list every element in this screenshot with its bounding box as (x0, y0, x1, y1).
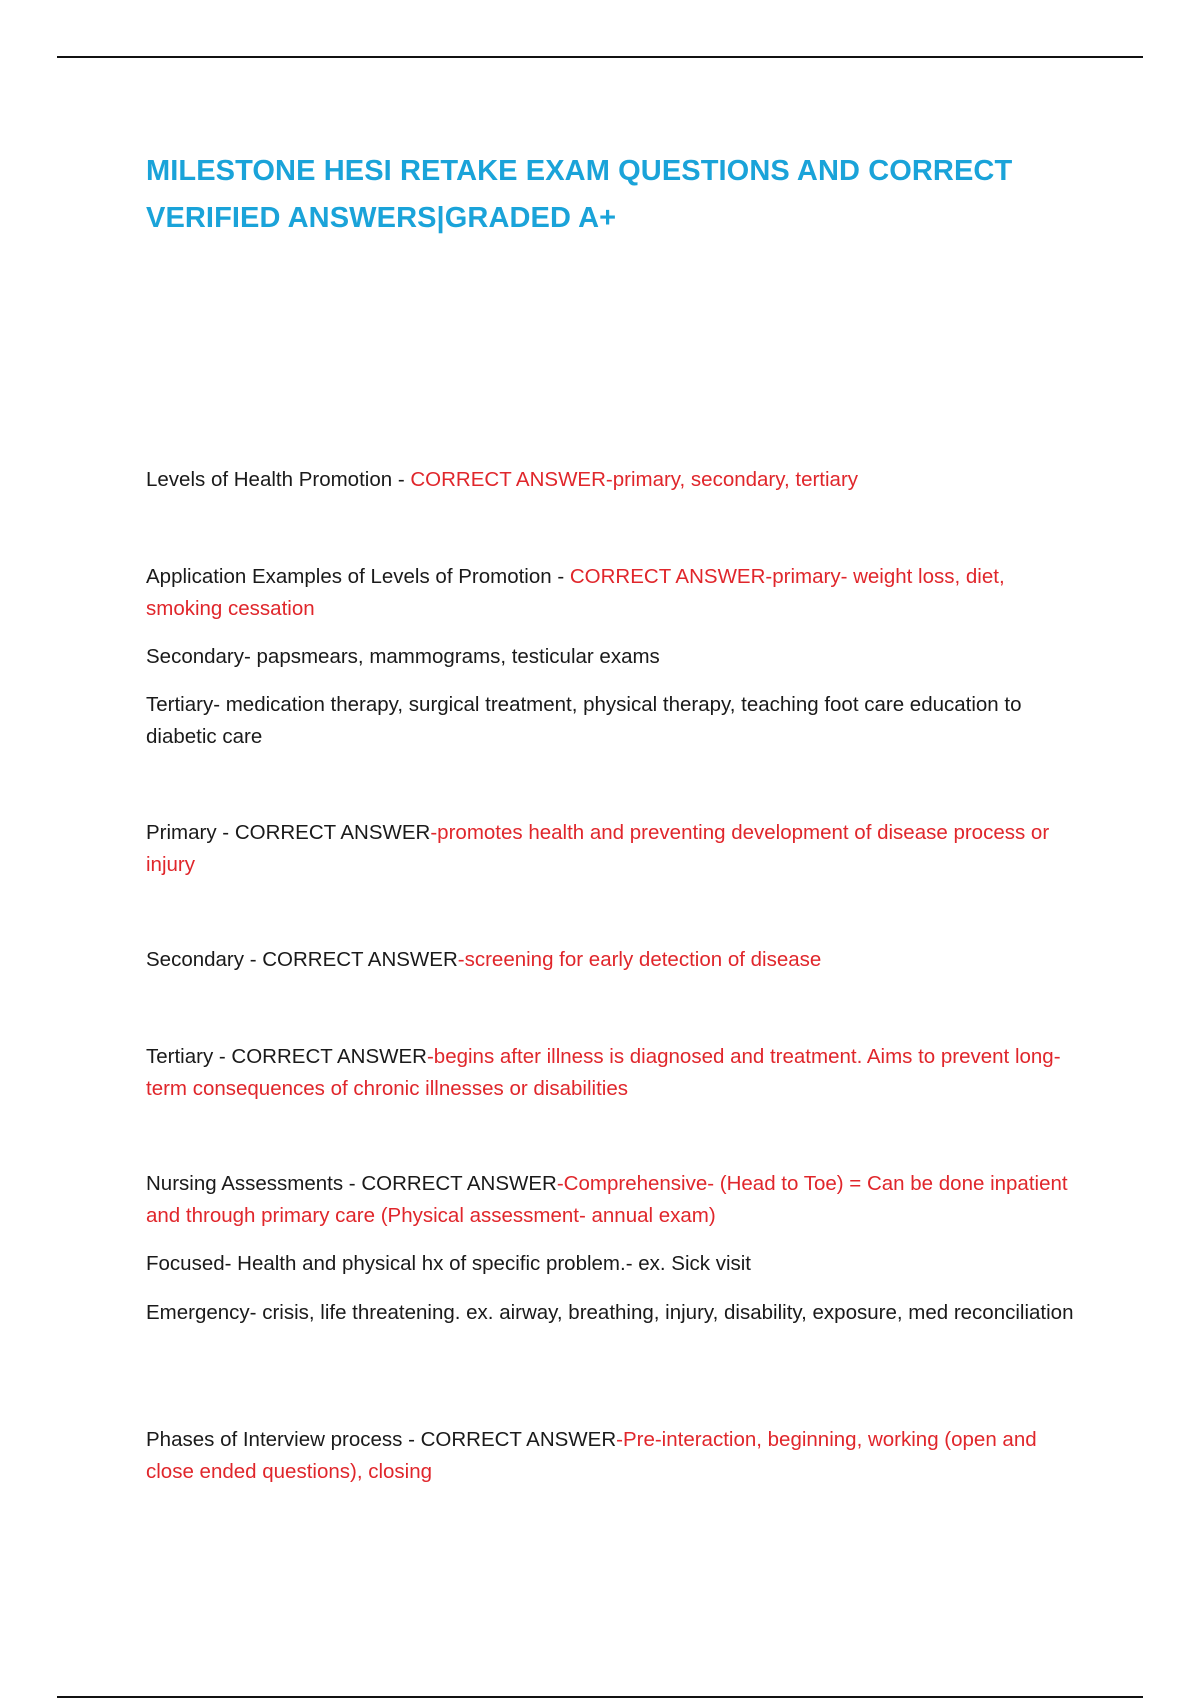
top-rule (57, 56, 1143, 58)
question-text: Application Examples of Levels of Promotion - (146, 565, 570, 588)
answer-text: -promotes health and preventing development of disease process or injury (146, 821, 1050, 876)
answer-text: CORRECT ANSWER-primary- weight loss, diet, smoking cessation (146, 565, 1005, 620)
question-text: Primary - CORRECT ANSWER (146, 821, 431, 844)
answer-text: -screening for early detection of disease (457, 948, 822, 971)
answer-text: -begins after illness is diagnosed and treatment. Aims to prevent long-term consequences of chronic illnesses or disabilities (146, 1045, 1061, 1100)
document-title: MILESTONE HESI RETAKE EXAM QUESTIONS AND CORRECT VERIFIED ANSWERS|GRADED A+ (146, 155, 1013, 234)
answer-text: CORRECT ANSWER-primary, secondary, tertiary (410, 468, 859, 491)
question-text: Levels of Health Promotion - (146, 468, 411, 491)
qa-entry-6-detail-1: Focused- Health and physical hx of specific problem.- ex. Sick visit (146, 1252, 752, 1275)
qa-entry-4 (146, 944, 1076, 976)
qa-entry-3 (146, 817, 1076, 881)
question-text: Tertiary - CORRECT ANSWER (146, 1045, 427, 1068)
qa-entry-2 (146, 561, 1076, 625)
question-text: Phases of Interview process - CORRECT ANSWER (146, 1428, 617, 1451)
qa-entry-6 (146, 1168, 1076, 1232)
qa-entry-1 (146, 464, 1076, 496)
bottom-rule (57, 1696, 1143, 1698)
qa-entry-7 (146, 1424, 1076, 1488)
qa-entry-2-detail-2: Tertiary- medication therapy, surgical treatment, physical therapy, teaching foot care education to diabetic care (146, 693, 1022, 748)
answer-text: -Pre-interaction, beginning, working (open and close ended questions), closing (146, 1428, 1037, 1483)
qa-entry-6-detail-2: Emergency- crisis, life threatening. ex. airway, breathing, injury, disability, exposure, med reconciliation (146, 1301, 1074, 1324)
qa-entry-5 (146, 1041, 1076, 1105)
question-text: Secondary - CORRECT ANSWER (146, 948, 458, 971)
question-text: Nursing Assessments - CORRECT ANSWER (146, 1172, 557, 1195)
qa-entry-2-detail-1: Secondary- papsmears, mammograms, testicular exams (146, 645, 660, 668)
answer-text: -Comprehensive- (Head to Toe) = Can be done inpatient and through primary care (Physical assessment- annual exam) (146, 1172, 1068, 1227)
